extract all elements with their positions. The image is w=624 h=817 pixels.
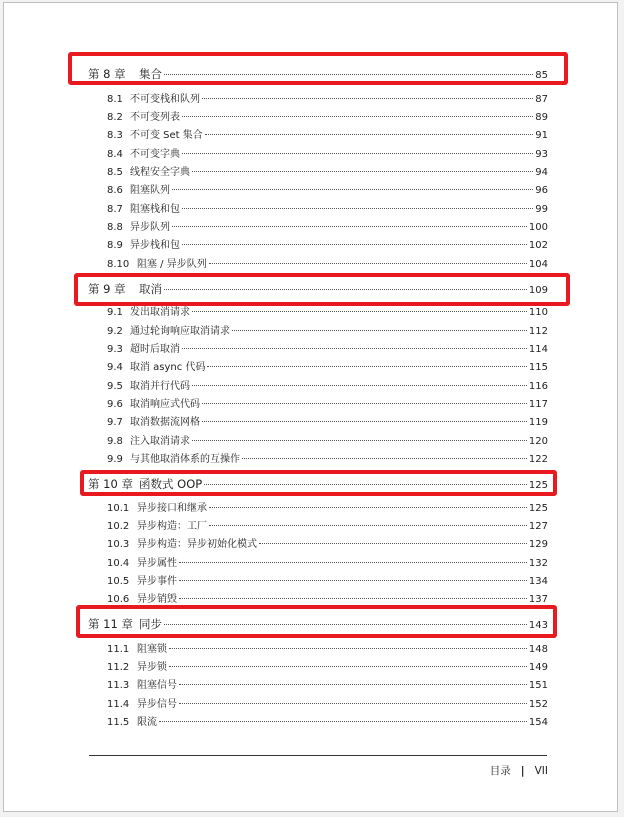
section-number: 8.8: [107, 222, 123, 233]
section-title: 线程安全字典: [130, 167, 190, 178]
section-title: 取消响应式代码: [130, 399, 200, 410]
chapter-number: 第 9 章: [88, 282, 126, 296]
page-number: 100: [528, 222, 548, 233]
page-number: 87: [535, 94, 548, 105]
toc-section[interactable]: [107, 432, 548, 447]
page-number: 125: [528, 503, 548, 514]
section-title: 阻塞栈和包: [130, 204, 180, 215]
toc-section[interactable]: [107, 377, 548, 392]
toc-section[interactable]: [107, 517, 548, 532]
leader-dots: [205, 134, 533, 135]
section-number: 8.6: [107, 185, 123, 196]
toc-section[interactable]: [107, 640, 548, 655]
leader-dots: [209, 525, 527, 526]
toc-section[interactable]: [107, 499, 548, 514]
leader-dots: [179, 684, 527, 685]
section-title: 异步事件: [137, 576, 177, 587]
footer-page-number: VII: [534, 764, 548, 777]
section-number: 11.5: [107, 717, 130, 728]
page-number: 120: [528, 436, 548, 447]
chapter-highlight-box: [76, 605, 557, 638]
footer-rule: [89, 755, 547, 756]
toc-section[interactable]: [107, 90, 548, 105]
section-title: 取消 async 代码: [130, 362, 206, 373]
page-number: 102: [528, 240, 548, 251]
leader-dots: [182, 208, 533, 209]
leader-dots: [202, 403, 527, 404]
chapter-highlight-box: [74, 273, 570, 306]
section-number: 11.4: [107, 699, 130, 710]
section-title: 发出取消请求: [130, 307, 190, 318]
section-title: 不可变栈和队列: [130, 94, 200, 105]
leader-dots: [192, 385, 527, 386]
section-number: 8.1: [107, 94, 123, 105]
toc-section[interactable]: [107, 108, 548, 123]
section-title: 异步销毁: [137, 594, 177, 605]
page-number: 129: [528, 539, 548, 550]
toc-section[interactable]: [107, 413, 548, 428]
leader-dots: [182, 348, 527, 349]
page-number: 89: [535, 112, 548, 123]
page-number: 85: [535, 70, 548, 81]
toc-section[interactable]: [107, 181, 548, 196]
leader-dots: [179, 562, 527, 563]
leader-dots: [192, 440, 527, 441]
page-number: 154: [528, 717, 548, 728]
toc-section[interactable]: [107, 340, 548, 355]
section-number: 11.2: [107, 662, 130, 673]
toc-section[interactable]: [107, 713, 548, 728]
toc-section[interactable]: [107, 255, 548, 270]
page-number: 115: [528, 362, 548, 373]
leader-dots: [182, 153, 533, 154]
section-title: 取消数据流网格: [130, 417, 200, 428]
chapter-number: 第 11 章: [88, 617, 133, 631]
page-number: 134: [528, 576, 548, 587]
leader-dots: [209, 507, 527, 508]
section-title: 注入取消请求: [130, 436, 190, 447]
toc-section[interactable]: [107, 322, 548, 337]
leader-dots: [192, 311, 527, 312]
toc-section[interactable]: [107, 218, 548, 233]
section-number: 9.1: [107, 307, 123, 318]
section-number: 10.3: [107, 539, 130, 550]
leader-dots: [202, 421, 527, 422]
page-number: 148: [528, 644, 548, 655]
toc-section[interactable]: [107, 358, 548, 373]
page-footer: [490, 763, 548, 778]
toc-section[interactable]: [107, 126, 548, 141]
chapter-title: 函数式 OOP: [139, 477, 203, 491]
toc-section[interactable]: [107, 200, 548, 215]
leader-dots: [172, 189, 533, 190]
section-title: 异步接口和继承: [137, 503, 207, 514]
page-number: 104: [528, 259, 548, 270]
section-number: 11.1: [107, 644, 130, 655]
section-number: 9.5: [107, 381, 123, 392]
leader-dots: [169, 666, 527, 667]
page-number: 114: [528, 344, 548, 355]
section-title: 取消并行代码: [130, 381, 190, 392]
chapter-title: 取消: [139, 282, 162, 296]
page-number: 109: [528, 285, 548, 296]
leader-dots: [259, 543, 527, 544]
section-title: 阻塞队列: [130, 185, 170, 196]
footer-label: 目录: [489, 765, 511, 777]
section-number: 8.4: [107, 149, 123, 160]
leader-dots: [207, 366, 526, 367]
toc-section[interactable]: [107, 658, 548, 673]
leader-dots: [179, 598, 527, 599]
page-number: 122: [528, 454, 548, 465]
page-number: 117: [528, 399, 548, 410]
section-number: 8.9: [107, 240, 123, 251]
section-title: 通过轮询响应取消请求: [130, 326, 230, 337]
section-number: 10.4: [107, 558, 130, 569]
toc-section[interactable]: [107, 163, 548, 178]
page-number: 149: [528, 662, 548, 673]
leader-dots: [192, 171, 533, 172]
section-number: 10.5: [107, 576, 130, 587]
section-number: 8.2: [107, 112, 123, 123]
leader-dots: [182, 244, 527, 245]
page-number: 119: [528, 417, 548, 428]
section-title: 与其他取消体系的互操作: [130, 454, 240, 465]
section-number: 9.7: [107, 417, 123, 428]
section-number: 9.8: [107, 436, 123, 447]
toc-section[interactable]: [107, 554, 548, 569]
leader-dots: [179, 703, 527, 704]
section-title: 异步栈和包: [130, 240, 180, 251]
section-title: 异步属性: [137, 558, 177, 569]
section-title: 超时后取消: [130, 344, 180, 355]
leader-dots: [202, 98, 533, 99]
section-number: 8.5: [107, 167, 123, 178]
page-number: 94: [535, 167, 548, 178]
toc-section[interactable]: [107, 236, 548, 251]
toc-section[interactable]: [107, 695, 548, 710]
footer-separator: |: [520, 764, 525, 777]
section-title: 阻塞 / 异步队列: [137, 259, 207, 270]
chapter-number: 第 8 章: [88, 67, 126, 81]
section-title: 阻塞信号: [137, 680, 177, 691]
page-number: 137: [528, 594, 548, 605]
page-number: 132: [528, 558, 548, 569]
toc-section[interactable]: [107, 450, 548, 465]
section-title: 异步构造：工厂: [137, 521, 207, 532]
page-number: 96: [535, 185, 548, 196]
section-title: 异步构造：异步初始化模式: [137, 539, 257, 550]
leader-dots: [232, 330, 527, 331]
page-number: 93: [535, 149, 548, 160]
leader-dots: [159, 721, 527, 722]
section-number: 8.10: [107, 259, 130, 270]
toc-section[interactable]: [107, 145, 548, 160]
section-number: 9.9: [107, 454, 123, 465]
page-number: 110: [528, 307, 548, 318]
toc-section[interactable]: [107, 590, 548, 605]
section-number: 9.4: [107, 362, 123, 373]
leader-dots: [242, 458, 527, 459]
section-number: 9.6: [107, 399, 123, 410]
page-number: 143: [528, 620, 548, 631]
section-number: 9.2: [107, 326, 123, 337]
section-title: 不可变 Set 集合: [130, 130, 203, 141]
section-title: 异步队列: [130, 222, 170, 233]
leader-dots: [209, 263, 527, 264]
section-number: 9.3: [107, 344, 123, 355]
leader-dots: [179, 580, 527, 581]
page-number: 125: [528, 480, 548, 491]
section-title: 异步锁: [137, 662, 167, 673]
page-number: 152: [528, 699, 548, 710]
chapter-title: 同步: [139, 617, 162, 631]
section-number: 8.7: [107, 204, 123, 215]
toc-section[interactable]: [107, 676, 548, 691]
page-number: 127: [528, 521, 548, 532]
chapter-number: 第 10 章: [88, 477, 133, 491]
section-title: 不可变字典: [130, 149, 180, 160]
toc-section[interactable]: [107, 395, 548, 410]
section-number: 8.3: [107, 130, 123, 141]
section-number: 11.3: [107, 680, 130, 691]
leader-dots: [182, 116, 533, 117]
page-number: 112: [528, 326, 548, 337]
section-title: 异步信号: [137, 699, 177, 710]
page-number: 116: [528, 381, 548, 392]
section-title: 阻塞锁: [137, 644, 167, 655]
leader-dots: [172, 226, 527, 227]
toc-section[interactable]: [107, 535, 548, 550]
chapter-highlight-box: [80, 470, 557, 496]
leader-dots: [169, 648, 527, 649]
toc-section[interactable]: [107, 572, 548, 587]
section-title: 不可变列表: [130, 112, 180, 123]
page-number: 91: [535, 130, 548, 141]
page-number: 151: [528, 680, 548, 691]
chapter-highlight-box: [68, 52, 568, 85]
section-number: 10.1: [107, 503, 130, 514]
section-number: 10.2: [107, 521, 130, 532]
page-number: 99: [535, 204, 548, 215]
section-title: 限流: [137, 717, 157, 728]
chapter-title: 集合: [139, 67, 162, 81]
section-number: 10.6: [107, 594, 130, 605]
